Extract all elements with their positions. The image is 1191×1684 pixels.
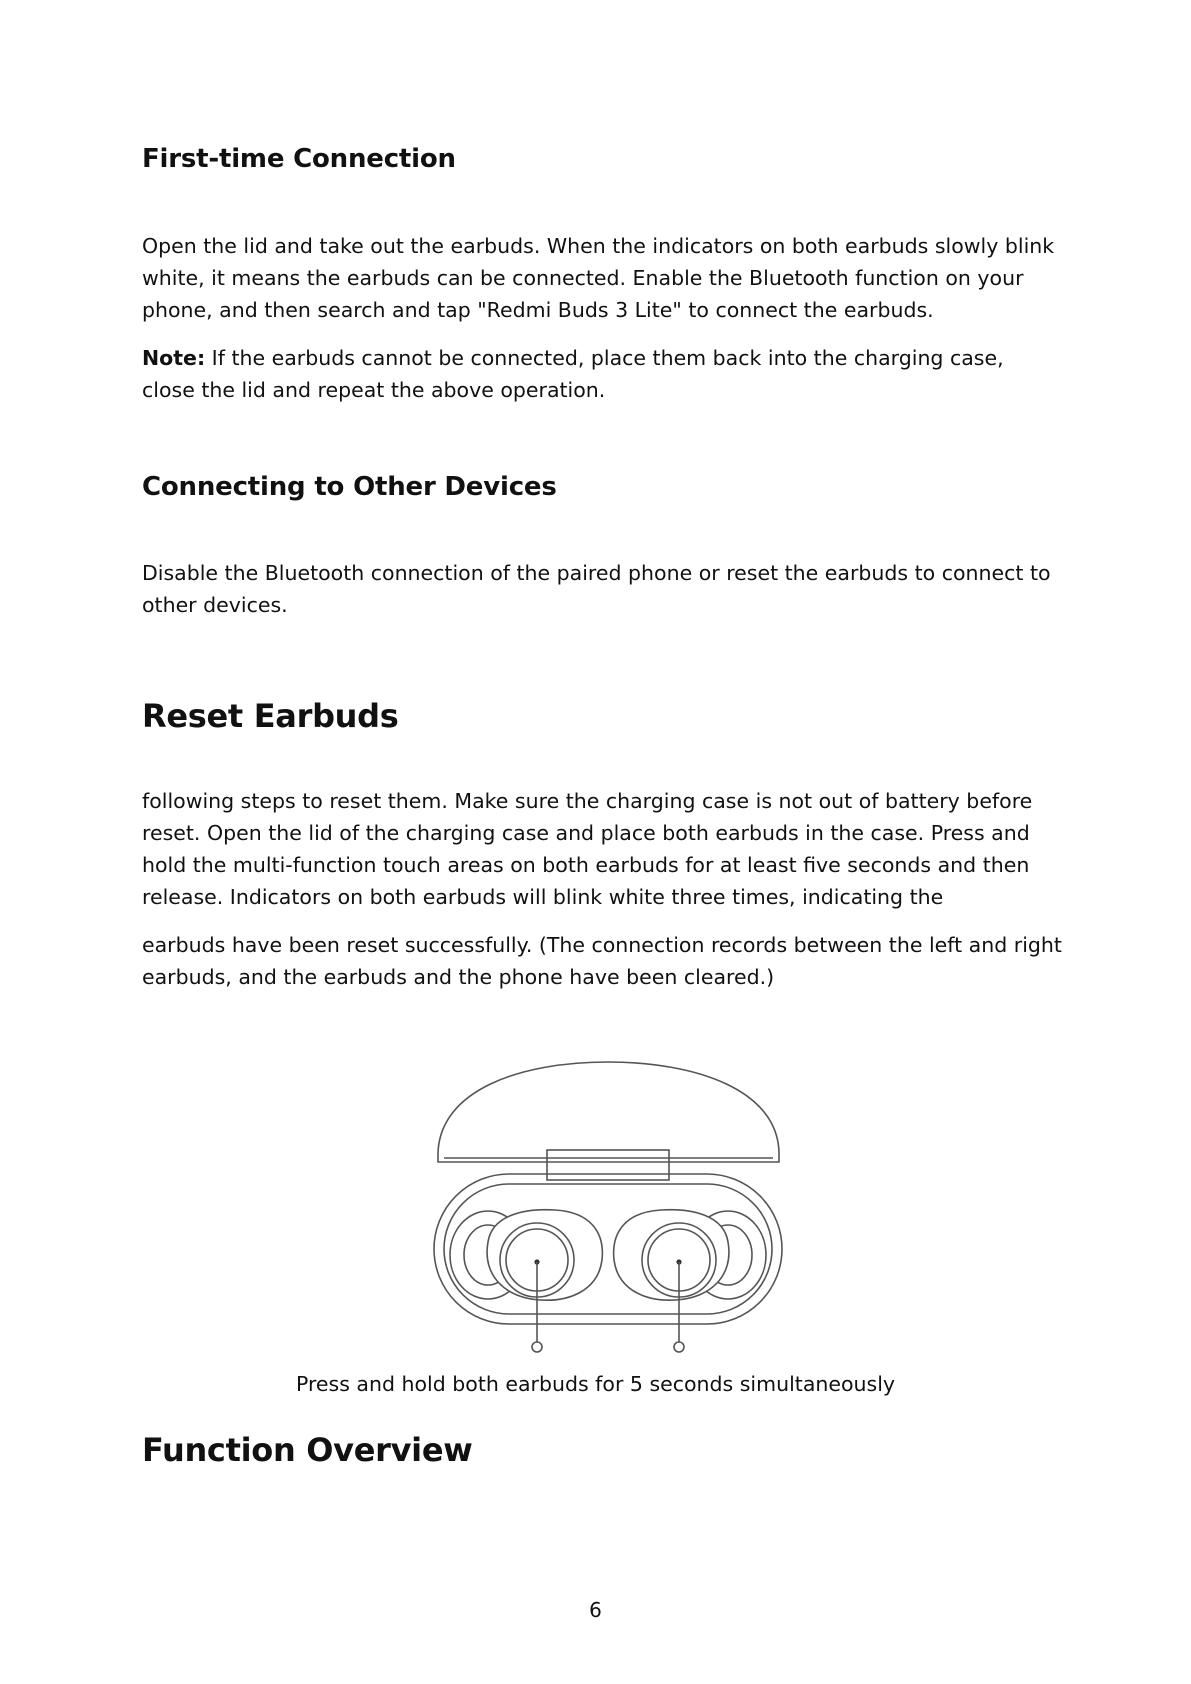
note-label: Note: [142, 346, 206, 370]
case-lid-outline [438, 1062, 779, 1153]
heading-first-time-connection: First-time Connection [142, 144, 456, 174]
left-callout-marker [532, 1342, 542, 1352]
page-number: 6 [589, 1598, 602, 1622]
paragraph-reset [142, 785, 1062, 993]
paragraph-other-devices [142, 557, 1062, 621]
note-text: If the earbuds cannot be connected, place them back into the charging case, close the lid and repeat the above operation. [142, 346, 1004, 402]
earbuds-case-illustration [430, 1050, 790, 1360]
first-time-note [142, 342, 1062, 406]
paragraph-first-time-connection [142, 230, 1062, 406]
right-callout-marker [674, 1342, 684, 1352]
case-hinge [547, 1150, 669, 1180]
heading-reset-earbuds: Reset Earbuds [142, 697, 399, 735]
case-body-outer [434, 1174, 782, 1324]
figure-caption: Press and hold both earbuds for 5 seconds simultaneously [295, 1372, 896, 1396]
other-devices-body: Disable the Bluetooth connection of the paired phone or reset the earbuds to connect to other devices. [142, 561, 1051, 617]
reset-body-2: earbuds have been reset successfully. (The connection records between the left and right earbuds, and the earbuds and the phone have been cleared.) [142, 933, 1062, 989]
heading-function-overview: Function Overview [142, 1431, 473, 1469]
heading-connecting-other-devices: Connecting to Other Devices [142, 472, 557, 502]
reset-body-1: following steps to reset them. Make sure the charging case is not out of battery before reset. Open the lid of the charging case and place both earbuds in the case. Press and hold the multi-function touch areas on both earbuds for at least five seconds and then release. Indicators on both earbuds will blink white three times, indicating the [142, 789, 1033, 909]
first-time-body: Open the lid and take out the earbuds. When the indicators on both earbuds slowly blink white, it means the earbuds can be connected. Enable the Bluetooth function on your phone, and then search and tap "Redmi Buds 3 Lite" to connect the earbuds. [142, 234, 1055, 322]
